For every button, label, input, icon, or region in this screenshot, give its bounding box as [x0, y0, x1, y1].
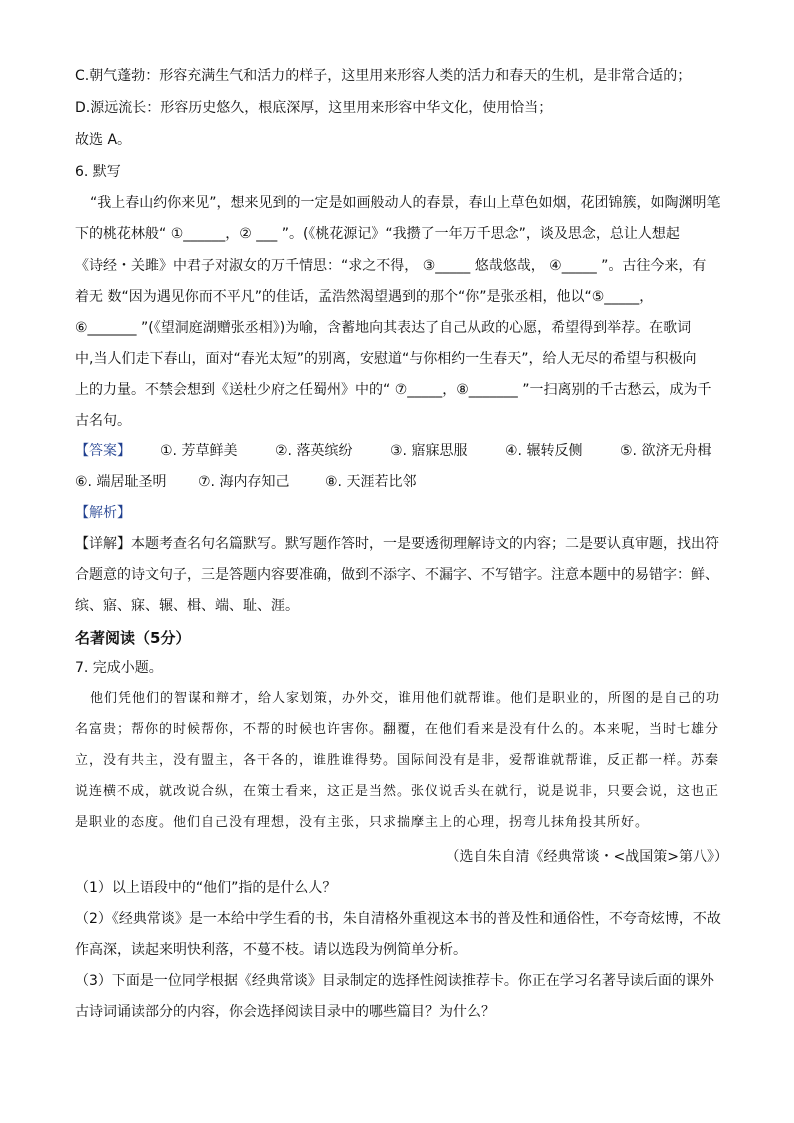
answer-item: ④. 辗转反侧: [505, 443, 583, 459]
answer-item: ⑦. 海内存知己: [198, 474, 290, 490]
dictation-paragraph-line: 古名句。: [75, 413, 131, 429]
answer-item: ③. 寤寐思服: [390, 443, 468, 459]
dictation-paragraph-line: 下的桃花林般“ ①______，② ___ ”。(《桃花源记》“我攒了一年万千思念”，谈及思念，总让人想起: [75, 226, 680, 242]
answer-item: ⑥. 端居耻圣明: [75, 474, 167, 490]
answer-item: ⑤. 欲济无舟楫: [620, 443, 712, 459]
dictation-paragraph-line: ⑥_______ ”(《望洞庭湖赠张丞相》)为喻，含蓄地向其表达了自己从政的心愿，希望得到举荐。在歌词: [75, 320, 692, 336]
option-c-line: C.朝气蓬勃：形容充满生气和活力的样子，这里用来形容人类的活力和春天的生机，是非常合适的；: [75, 68, 692, 84]
sub-question-2: （2）《经典常谈》是一本给中学生看的书，朱自清格外重视这本书的普及性和通俗性，不夸奇炫博，不故: [75, 911, 721, 927]
excerpt-line: 名富贵；帮你的时候帮你，不帮的时候也许害你。翻覆，在他们看来是没有什么的。本来呢，当时七雄分: [75, 722, 720, 737]
analysis-label: 【解析】: [75, 505, 131, 521]
option-d-line: D.源远流长：形容历史悠久，根底深厚，这里用来形容中华文化，使用恰当；: [75, 100, 553, 116]
sub-question-2-cont: 作高深，读起来明快利落，不蔓不枝。请以选段为例简单分析。: [75, 942, 467, 958]
analysis-line: 【详解】本题考查名句名篇默写。默写题作答时，一是要透彻理解诗文的内容；二是要认真审题，找出符: [75, 536, 719, 552]
excerpt-line: 说连横不成，就改说合纵，在策士看来，这正是当然。张仪说舌头在就行，说是说非，只要会说，这也正: [75, 784, 720, 799]
choice-conclusion: 故选 A。: [75, 132, 132, 148]
dictation-paragraph-line: 《诗经・关雎》中君子对淑女的万千情思：“求之不得， ③_____ 悠哉悠哉， ④_____ ”。古往今来，有: [75, 258, 707, 274]
answer-label: 【答案】: [75, 443, 131, 459]
dictation-paragraph-line: “我上春山约你来见”，想来见到的一定是如画般动人的春景，春山上草色如烟，花团锦簇，如陶渊明笔: [90, 195, 721, 211]
section-heading: 名著阅读（5分）: [75, 629, 191, 647]
excerpt-line: 立，没有共主，没有盟主，各干各的，谁胜谁得势。国际间没有是非，爱帮谁就帮谁，反正都一样。苏秦: [75, 753, 720, 768]
answer-item: ②. 落英缤纷: [275, 443, 353, 459]
excerpt-source: （选自朱自清《经典常谈・<战国策>第八》）: [445, 849, 728, 865]
answer-item: ⑧. 天涯若比邻: [325, 474, 417, 490]
question-6-title: 6. 默写: [75, 164, 121, 180]
dictation-paragraph-line: 上的力量。不禁会想到《送杜少府之任蜀州》中的“ ⑦_____，⑧_______ ”一扫离别的千古愁云，成为千: [75, 382, 712, 398]
question-7-title: 7. 完成小题。: [75, 660, 163, 676]
excerpt-line: 是职业的态度。他们自己没有理想，没有主张，只求揣摩主上的心理，拐弯儿抹角投其所好。: [75, 815, 650, 830]
analysis-line: 合题意的诗文句子，三是答题内容要准确，做到不添字、不漏字、不写错字。注意本题中的易错字：鲜、: [75, 567, 719, 583]
sub-question-3-cont: 古诗词诵读部分的内容，你会选择阅读目录中的哪些篇目？为什么？: [75, 1004, 495, 1020]
sub-question-3: （3）下面是一位同学根据《经典常谈》目录制定的选择性阅读推荐卡。你正在学习名著导读后面的课外: [75, 973, 714, 989]
answer-item: ①. 芳草鲜美: [160, 443, 238, 459]
sub-question-1: （1）以上语段中的“他们”指的是什么人？: [75, 880, 337, 896]
dictation-paragraph-line: 着无 数“因为遇见你而不平凡”的佳话，孟浩然渴望遇到的那个“你”是张丞相，他以“⑤_____，: [75, 289, 654, 305]
analysis-line: 缤、寤、寐、辗、楫、端、耻、涯。: [75, 598, 299, 614]
excerpt-line: 他们凭他们的智谋和辩才，给人家划策，办外交，谁用他们就帮谁。他们是职业的，所图的是自己的功: [90, 691, 721, 706]
dictation-paragraph-line: 中,当人们走下春山，面对“春光太短”的别离，安慰道“与你相约一生春天”，给人无尽的希望与积极向: [75, 351, 697, 367]
